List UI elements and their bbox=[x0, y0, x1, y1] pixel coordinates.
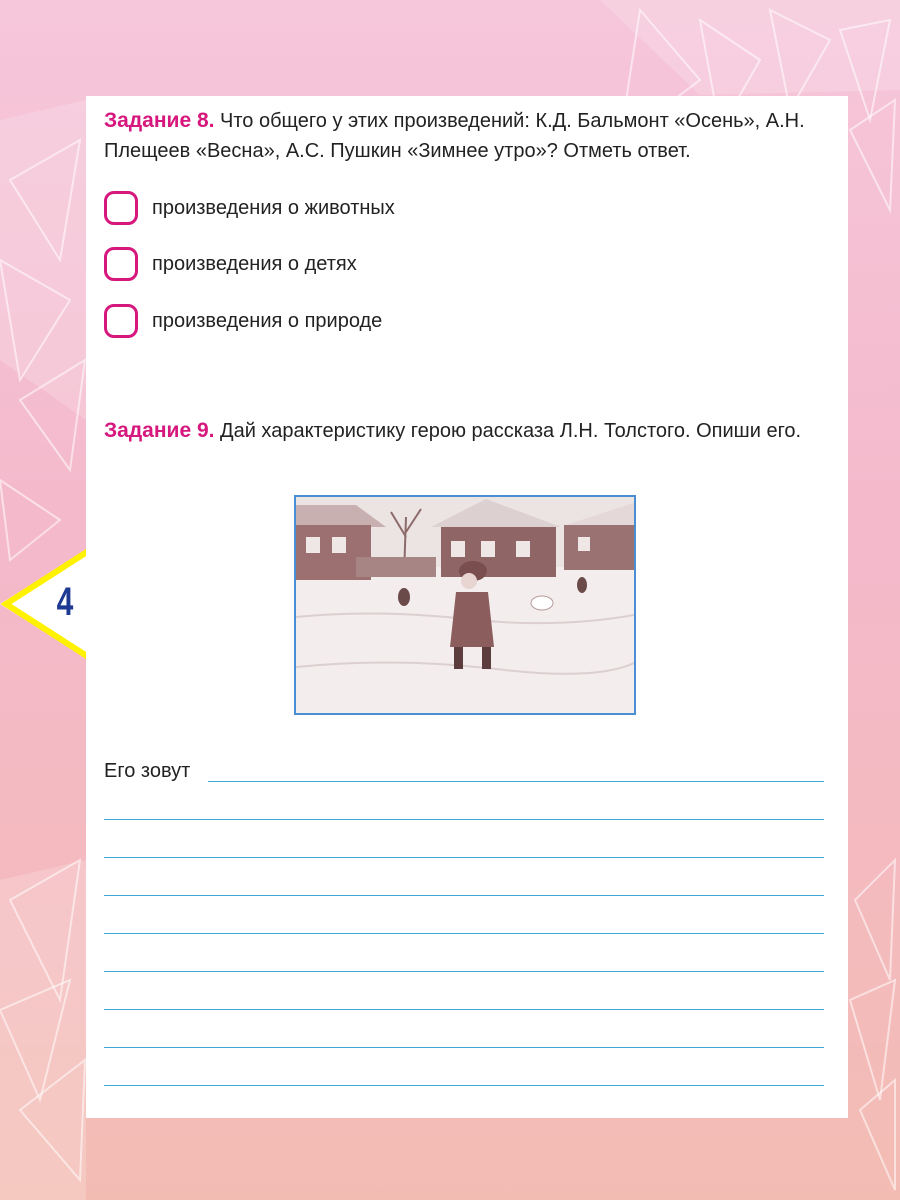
story-illustration bbox=[294, 495, 636, 715]
answer-line[interactable] bbox=[104, 1009, 824, 1010]
task-9-text: Дай характеристику герою рассказа Л.Н. Толстого. Опиши его. bbox=[214, 420, 802, 442]
answer-option-children[interactable] bbox=[104, 244, 357, 284]
task-9-title: Задание 9. bbox=[104, 419, 215, 442]
page-number: 4 bbox=[56, 580, 74, 624]
answer-line[interactable] bbox=[104, 1047, 824, 1048]
answer-line[interactable] bbox=[104, 819, 824, 820]
checkbox[interactable] bbox=[104, 304, 138, 338]
task-8-title: Задание 8. bbox=[104, 109, 215, 132]
option-label: произведения о детях bbox=[152, 252, 357, 275]
checkbox[interactable] bbox=[104, 247, 138, 281]
task-8-text: Что общего у этих произведений: К.Д. Бальмонт «Осень», А.Н. Плещеев «Весна», А.С. Пушкин «Зимнее утро»? Отметь ответ. bbox=[104, 110, 805, 162]
answer-line[interactable] bbox=[104, 933, 824, 934]
checkbox[interactable] bbox=[104, 191, 138, 225]
answer-line[interactable] bbox=[104, 1085, 824, 1086]
task-8-question bbox=[104, 106, 828, 166]
winter-village-picture bbox=[296, 497, 634, 713]
page-tab bbox=[0, 548, 90, 660]
answer-label: Его зовут bbox=[104, 760, 191, 782]
task-9-question bbox=[104, 416, 828, 446]
option-label: произведения о природе bbox=[152, 309, 383, 332]
answer-line-name[interactable] bbox=[208, 781, 824, 782]
answer-line[interactable] bbox=[104, 857, 824, 858]
answer-option-animals[interactable] bbox=[104, 188, 395, 228]
answer-line[interactable] bbox=[104, 895, 824, 896]
answer-option-nature[interactable] bbox=[104, 301, 382, 341]
option-label: произведения о животных bbox=[152, 196, 395, 219]
answer-line[interactable] bbox=[104, 971, 824, 972]
